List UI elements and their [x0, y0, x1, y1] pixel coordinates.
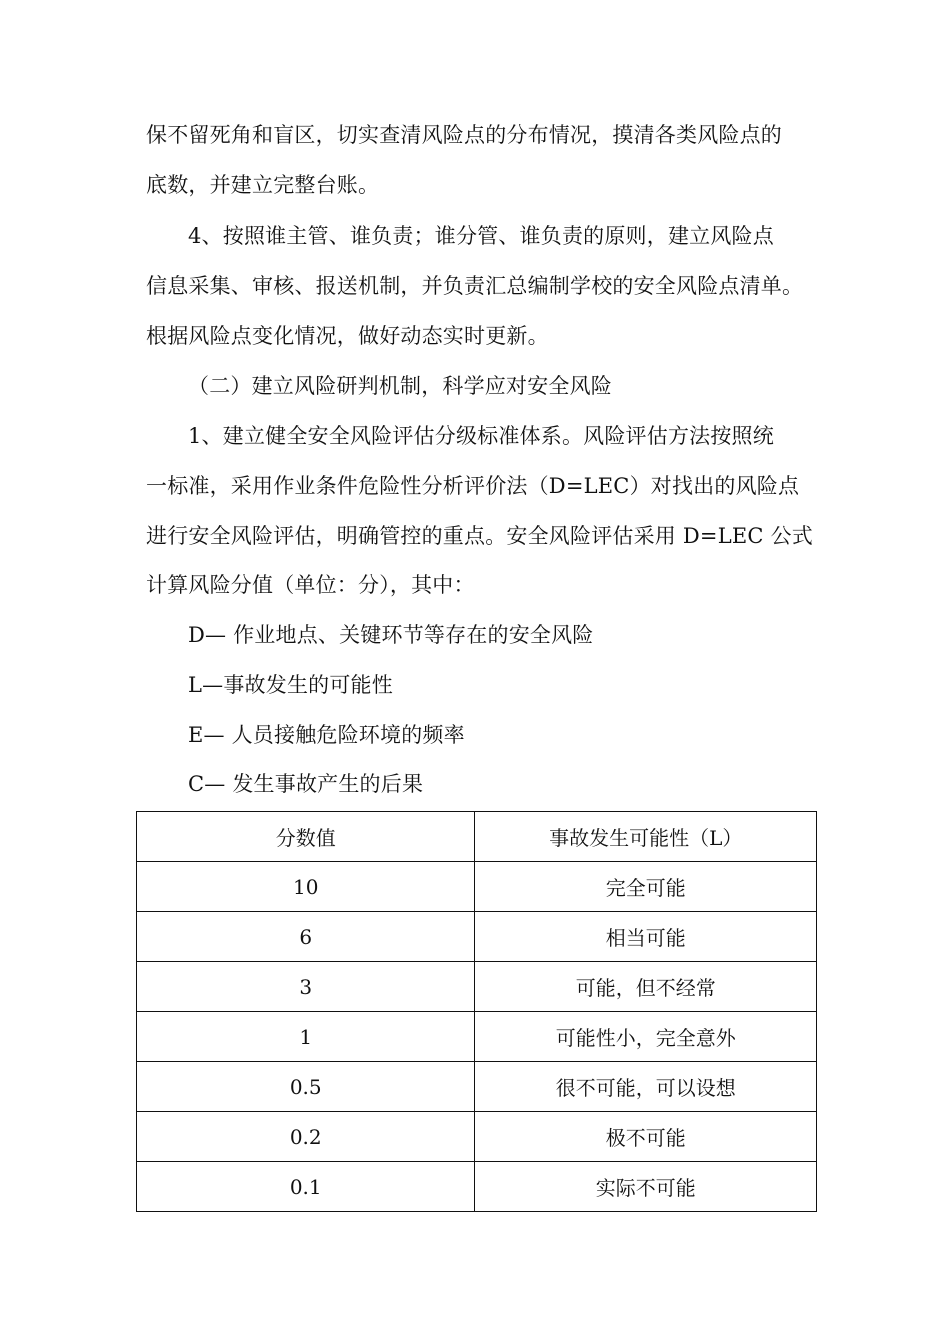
table-row — [137, 862, 817, 912]
paragraph-line: 根据风险点变化情况，做好动态实时更新。 — [146, 324, 549, 348]
table-header-cell: 分数值 — [137, 812, 475, 862]
likelihood-cell: 相当可能 — [475, 912, 817, 962]
likelihood-cell: 很不可能，可以设想 — [475, 1062, 817, 1112]
likelihood-cell: 完全可能 — [475, 862, 817, 912]
paragraph-line: 1、建立健全安全风险评估分级标准体系。风险评估方法按照统 — [188, 424, 774, 448]
definition-d: D— 作业地点、关键环节等存在的安全风险 — [188, 623, 594, 647]
score-cell: 1 — [137, 1012, 475, 1062]
score-cell: 0.2 — [137, 1112, 475, 1162]
paragraph-line: 一标准，采用作业条件危险性分析评价法（D=LEC）对找出的风险点 — [146, 474, 800, 498]
paragraph-line: 底数，并建立完整台账。 — [146, 173, 380, 197]
score-cell: 0.1 — [137, 1162, 475, 1212]
table-header-row — [137, 812, 817, 862]
paragraph-line: 计算风险分值（单位：分），其中： — [146, 573, 475, 597]
table-row — [137, 1062, 817, 1112]
table-header-cell: 事故发生可能性（L） — [475, 812, 817, 862]
likelihood-score-table — [136, 811, 817, 1212]
definition-e: E— 人员接触危险环境的频率 — [188, 723, 465, 747]
likelihood-cell: 可能，但不经常 — [475, 962, 817, 1012]
table-row — [137, 962, 817, 1012]
score-cell: 0.5 — [137, 1062, 475, 1112]
likelihood-cell: 实际不可能 — [475, 1162, 817, 1212]
paragraph-line: 4、按照谁主管、谁负责；谁分管、谁负责的原则，建立风险点 — [188, 224, 774, 248]
paragraph-line: 保不留死角和盲区，切实查清风险点的分布情况，摸清各类风险点的 — [146, 123, 782, 147]
table-row — [137, 1012, 817, 1062]
table-row — [137, 912, 817, 962]
score-cell: 6 — [137, 912, 475, 962]
likelihood-cell: 极不可能 — [475, 1112, 817, 1162]
definition-l: L—事故发生的可能性 — [188, 673, 393, 697]
definition-c: C— 发生事故产生的后果 — [188, 772, 424, 796]
paragraph-line: 进行安全风险评估，明确管控的重点。安全风险评估采用 D=LEC 公式 — [146, 524, 813, 548]
paragraph-line: 信息采集、审核、报送机制，并负责汇总编制学校的安全风险点清单。 — [146, 274, 804, 298]
table-row — [137, 1162, 817, 1212]
score-cell: 3 — [137, 962, 475, 1012]
section-heading: （二）建立风险研判机制，科学应对安全风险 — [188, 374, 612, 398]
table-row — [137, 1112, 817, 1162]
likelihood-cell: 可能性小，完全意外 — [475, 1012, 817, 1062]
score-cell: 10 — [137, 862, 475, 912]
